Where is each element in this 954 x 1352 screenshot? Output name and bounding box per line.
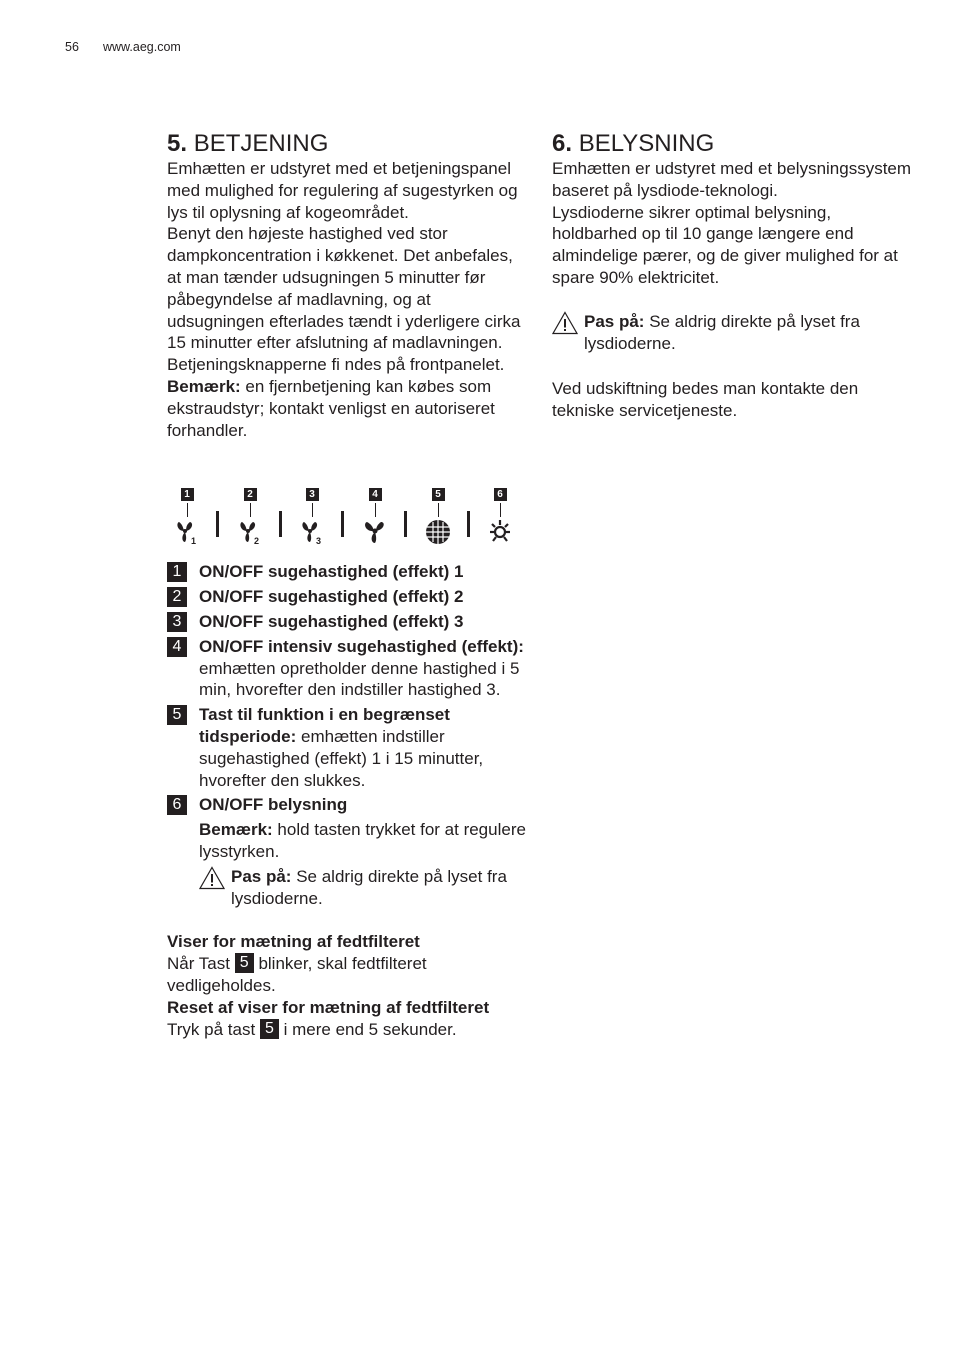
- panel-number: 4: [369, 488, 382, 501]
- fan-speed-1-icon: [167, 519, 207, 545]
- panel-button-5: [418, 481, 458, 545]
- section-title-belysning: 6. BELYSNING: [552, 130, 715, 157]
- panel-separator: [467, 511, 470, 537]
- panel-separator: [216, 511, 219, 537]
- light-icon: [480, 519, 520, 545]
- item-number-badge: 5: [167, 705, 187, 725]
- key-5-badge: 5: [235, 953, 254, 973]
- panel-button-4: [355, 481, 395, 545]
- panel-number: 2: [244, 488, 257, 501]
- panel-separator: [279, 511, 282, 537]
- list-item: 2 ON/OFF sugehastighed (effekt) 2: [167, 586, 527, 608]
- section-belysning: [552, 130, 912, 422]
- key-5-badge: 5: [260, 1019, 279, 1039]
- panel-number: 5: [432, 488, 445, 501]
- item-number-badge: 6: [167, 795, 187, 815]
- item-number-badge: 4: [167, 637, 187, 657]
- panel-number: 1: [181, 488, 194, 501]
- light-button-warning: Pas på: Se aldrig direkte på lyset fra lysdioderne.: [167, 866, 527, 910]
- panel-separator: [404, 511, 407, 537]
- list-item: 6 ON/OFF belysning: [167, 794, 527, 816]
- item-number-badge: 3: [167, 612, 187, 632]
- lighting-warning: Pas på: Se aldrig direkte på lyset fra lysdioderne.: [552, 311, 912, 355]
- reset-text: Tryk på tast 5 i mere end 5 sekunder.: [167, 1019, 457, 1039]
- button-description-list: [167, 561, 527, 909]
- light-button-note: Bemærk: hold tasten trykket for at regulere lysstyrken.: [199, 820, 526, 861]
- saturation-text: Når Tast 5 blinker, skal fedtfilteret vedligeholdes.: [167, 954, 427, 995]
- lighting-intro-paragraph: Emhætten er udstyret med et belysningssystem baseret på lysdiode-teknologi.: [552, 159, 912, 200]
- reset-heading: Reset af viser for mætning af fedtfilteret: [167, 997, 490, 1017]
- list-item: 1 ON/OFF sugehastighed (effekt) 1: [167, 561, 527, 583]
- usage-paragraph: Benyt den højeste hastighed ved stor dampkoncentration i køkkenet. Det anbefales, at man tænder udsugningen 5 minutter før påbegyndelse af madlavning, og at udsugningen efterlades tændt i yderligere cirka 15 minutter efter afslutning af madlavningen.: [167, 224, 521, 353]
- remote-note: Bemærk: en fjernbetjening kan købes som ekstraudstyr; kontakt venligst en autoriseret forhandler.: [167, 376, 495, 440]
- service-paragraph: Ved udskiftning bedes man kontakte den tekniske servicetjeneste.: [552, 379, 859, 421]
- website-url: www.aeg.com: [103, 40, 181, 54]
- buttons-location-paragraph: Betjeningsknapperne fi ndes på frontpanelet.: [167, 355, 505, 375]
- list-item: 4 ON/OFF intensiv sugehastighed (effekt): emhætten opretholder denne hastighed i 5 min, hvorefter den indstiller hastighed 3.: [167, 636, 527, 701]
- fan-intensive-icon: [355, 519, 395, 545]
- filter-saturation-section: [167, 931, 527, 1040]
- item-number-badge: 2: [167, 587, 187, 607]
- section-betjening: [167, 130, 527, 1040]
- list-item: 5 Tast til funktion i en begrænset tidsperiode: emhætten indstiller sugehastighed (effekt) 1 i 15 minutter, hvorefter den slukkes.: [167, 704, 527, 791]
- fan-speed-3-icon: [292, 519, 332, 545]
- panel-button-1: [167, 481, 207, 545]
- panel-number: 6: [494, 488, 507, 501]
- warning-icon: [552, 311, 578, 335]
- section-title-betjening: 5. BETJENING: [167, 130, 329, 157]
- panel-button-3: [292, 481, 332, 545]
- panel-button-2: [230, 481, 270, 545]
- item-number-badge: 1: [167, 562, 187, 582]
- svg-text:2: 2: [254, 536, 260, 546]
- warning-icon: [199, 866, 225, 890]
- page-number: 56: [65, 40, 79, 54]
- list-item: 3 ON/OFF sugehastighed (effekt) 3: [167, 611, 527, 633]
- saturation-heading: Viser for mætning af fedtfilteret: [167, 932, 420, 952]
- svg-text:1: 1: [191, 536, 197, 546]
- panel-button-6: [480, 481, 520, 545]
- intro-paragraph: Emhætten er udstyret med et betjeningspanel med mulighed for regulering af sugestyrken og lys til oplysning af kogeområdet.: [167, 159, 518, 222]
- panel-number: 3: [306, 488, 319, 501]
- fan-speed-2-icon: [230, 519, 270, 545]
- led-benefits-paragraph: Lysdioderne sikrer optimal belysning, holdbarhed op til 10 gange længere end almindelige pærer, og de giver mulighed for at spare 90% elektricitet.: [552, 202, 898, 287]
- svg-text:3: 3: [316, 536, 322, 546]
- panel-separator: [341, 511, 344, 537]
- control-panel-diagram: [167, 481, 517, 546]
- filter-grid-icon: [418, 519, 458, 545]
